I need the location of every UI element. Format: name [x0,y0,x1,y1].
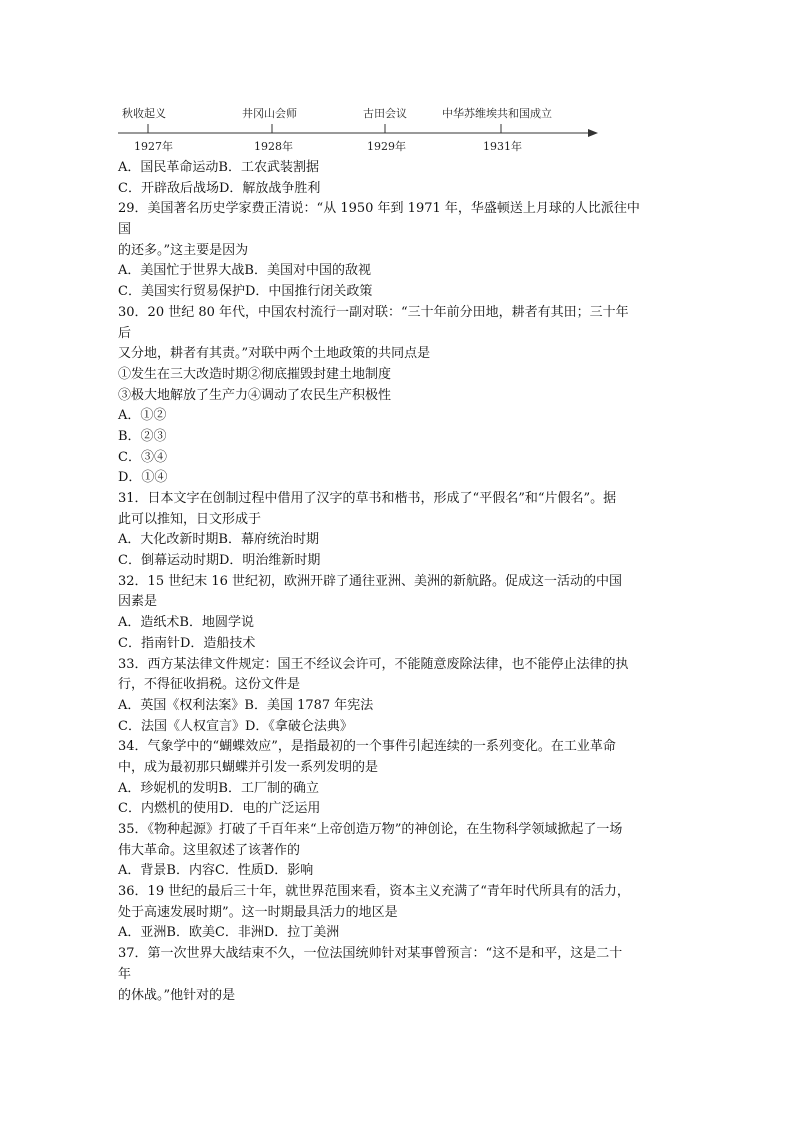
timeline-event-label: 中华苏维埃共和国成立 [442,107,552,120]
question-35-line: 伟大革命。这里叙述了该著作的 [118,842,301,858]
option-line: C．开辟敌后战场D．解放战争胜利 [118,180,321,196]
timeline-year-label: 1929年 [367,140,406,153]
option-line: C．美国实行贸易保护D．中国推行闭关政策 [118,284,373,300]
statement-line: ①发生在三大改造时期②彻底摧毁封建土地制度 [118,366,392,382]
option-line: A．英国《权利法案》B．美国 1787 年宪法 [118,697,374,713]
option-line: C．③④ [118,449,167,465]
option-line: B．②③ [118,428,167,444]
question-33-line: 行，不得征收捐税。这份文件是 [118,677,301,693]
option-line: A．国民革命运动B．工农武装割据 [118,160,319,175]
option-line: C．法国《人权宣言》D．《拿破仑法典》 [118,718,353,734]
question-29-line: 国 [118,222,132,238]
timeline-event-label: 秋收起义 [122,107,166,120]
question-33-line: 33．西方某法律文件规定：国王不经议会许可，不能随意废除法律，也不能停止法律的执 [118,656,629,672]
question-30-line: 又分地，耕者有其责。”对联中两个土地政策的共同点是 [118,346,431,362]
timeline-event-label: 井冈山会师 [242,107,297,120]
option-line: C．指南针D．造船技术 [118,635,256,651]
timeline-year-label: 1927年 [134,140,173,153]
timeline-year-label: 1931年 [483,140,522,153]
timeline-diagram [118,100,598,156]
option-line: A．大化改新时期B．幕府统治时期 [118,532,319,548]
question-29-line: 的还多。”这主要是因为 [118,242,249,258]
question-32-line: 因素是 [118,594,158,610]
option-line: A．背景B．内容C．性质D．影响 [118,863,314,879]
timeline-arrow-icon [588,129,598,137]
option-line: A．珍妮机的发明B．工厂制的确立 [118,780,319,796]
question-36-line: 36．19 世纪的最后三十年，就世界范围来看，资本主义充满了“青年时代所具有的活力， [118,884,630,900]
question-37-line: 37．第一次世界大战结束不久，一位法国统帅针对某事曾预言：“这不是和平，这是二十 [118,946,623,962]
option-line: D．①④ [118,470,168,486]
option-line: C．内燃机的使用D．电的广泛运用 [118,801,321,817]
question-32-line: 32．15 世纪末 16 世纪初，欧洲开辟了通往亚洲、美洲的新航路。促成这一活动的中国 [118,573,623,589]
statement-line: ③极大地解放了生产力④调动了农民生产积极性 [118,387,392,403]
question-37-line: 的休战。”他针对的是 [118,987,236,1003]
option-line: A．亚洲B．欧美C．非洲D．拉丁美洲 [118,925,340,941]
question-30-line: 后 [118,325,132,341]
question-37-line: 年 [118,966,132,982]
timeline-event-label: 古田会议 [363,107,407,120]
option-line: A．造纸术B．地圆学说 [118,615,254,631]
option-line: A．美国忙于世界大战B．美国对中国的敌视 [118,263,371,279]
option-line: C．倒幕运动时期D．明治维新时期 [118,553,321,569]
option-line: A．①② [118,408,167,424]
question-29-line: 29．美国著名历史学家费正清说：“从 1950 年到 1971 年，华盛顿送上月球的人比派往中 [118,201,640,217]
question-34-line: 34．气象学中的“蝴蝶效应”，是指最初的一个事件引起连续的一系列变化。在工业革命 [118,739,616,755]
question-36-line: 处于高速发展时期”。这一时期最具活力的地区是 [118,904,398,920]
question-text-block [118,158,678,1006]
timeline-year-label: 1928年 [254,140,293,153]
question-35-line: 35．《物种起源》打破了千百年来“上帝创造万物”的神创论，在生物科学领域掀起了一场 [118,822,623,837]
question-34-line: 中，成为最初那只蝴蝶并引发一系列发明的是 [118,759,379,775]
question-30-line: 30．20 世纪 80 年代，中国农村流行一副对联：“三十年前分田地，耕者有其田；三十年 [118,304,629,320]
question-31-line: 31．日本文字在创制过程中借用了汉字的草书和楷书，形成了“平假名”和“片假名”。据 [118,491,617,506]
question-31-line: 此可以推知，日文形成于 [118,511,262,527]
